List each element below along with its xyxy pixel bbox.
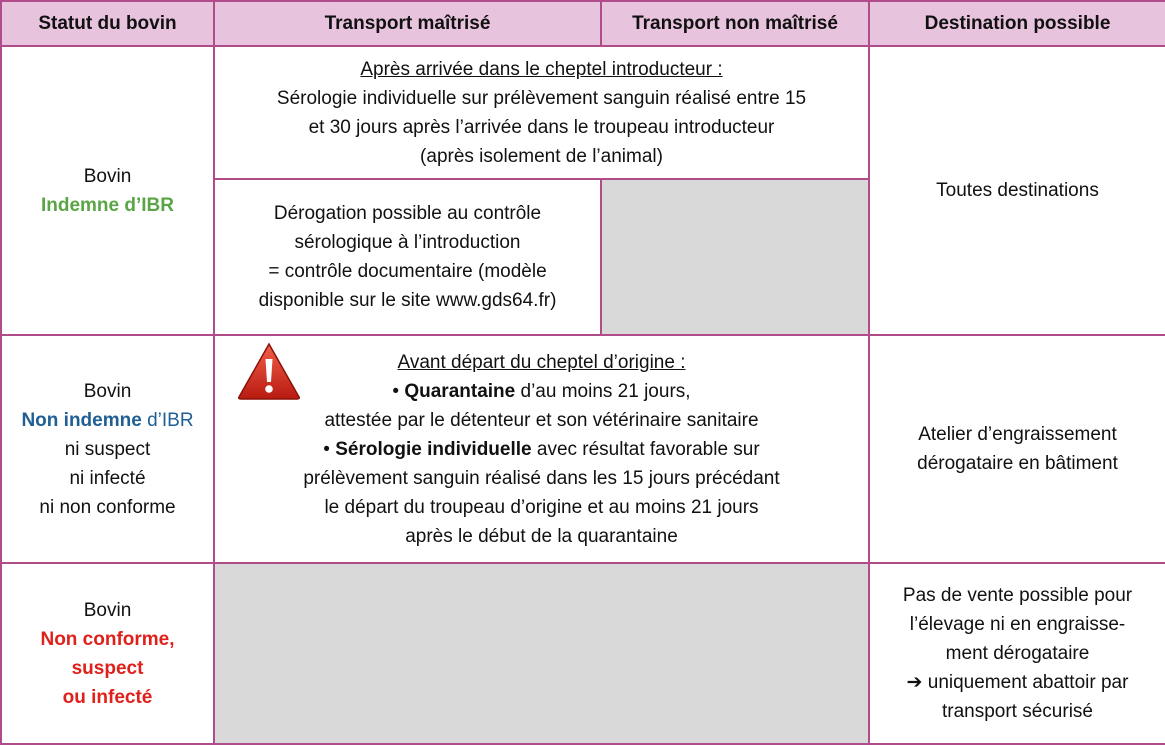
- serologie-rest: avec résultat favorable sur: [531, 438, 760, 460]
- derogation-cell: [214, 179, 601, 335]
- row-indemne-top: [1, 46, 1165, 179]
- apres-arrivee-line3: (après isolement de l’animal): [420, 145, 663, 167]
- apres-arrivee-title: Après arrivée dans le cheptel introducteur :: [360, 58, 723, 80]
- serologie-line2: prélèvement sanguin réalisé dans les 15 jours précédant: [303, 467, 780, 489]
- derogation-line3: = contrôle documentaire (modèle: [268, 261, 547, 282]
- derogation-line1: Dérogation possible au contrôle: [273, 203, 542, 224]
- statut-non-conforme-line3: suspect: [71, 657, 144, 679]
- statut-non-conforme: [1, 563, 214, 744]
- statut-non-indemne-suffix: d’IBR: [141, 409, 194, 431]
- header-transport-non-maitrise: Transport non maîtrisé: [601, 1, 869, 46]
- statut-non-conforme-line4: ou infecté: [62, 686, 153, 708]
- transport-non-conforme-empty: [214, 563, 869, 744]
- non-maitrise-indemne-empty: [601, 179, 869, 335]
- quarantaine-rest: d’au moins 21 jours,: [515, 380, 691, 402]
- statut-non-conforme-line1: Bovin: [83, 599, 132, 621]
- quarantaine-line2: attestée par le détenteur et son vétérinaire sanitaire: [324, 409, 759, 431]
- destination-non-indemne-line2: dérogataire en bâtiment: [917, 453, 1118, 474]
- destination-non-indemne-line1: Atelier d’engraissement: [918, 424, 1117, 445]
- dest-non-conforme-line1: Pas de vente possible pour: [902, 585, 1133, 606]
- header-statut: Statut du bovin: [1, 1, 214, 46]
- apres-arrivee-cell: [214, 46, 869, 179]
- arrow-right-icon: ➔: [906, 672, 923, 693]
- avant-depart-title: Avant départ du cheptel d’origine :: [397, 351, 686, 373]
- header-row: [1, 1, 1165, 46]
- statut-non-indemne-label: Non indemne: [21, 409, 142, 431]
- statut-indemne: [1, 46, 214, 335]
- statut-non-indemne-line4: ni infecté: [69, 467, 146, 489]
- serologie-label: Sérologie individuelle: [335, 438, 532, 460]
- apres-arrivee-line1: Sérologie individuelle sur prélèvement sanguin réalisé entre 15: [276, 87, 807, 109]
- dest-non-conforme-line3: ment dérogataire: [945, 643, 1090, 664]
- derogation-line2: sérologique à l’introduction: [294, 232, 521, 253]
- destination-non-indemne: [869, 335, 1165, 563]
- avant-depart-cell: Avant départ du cheptel d’origine : • Quarantaine d’au moins 21 jours, attestée par le détenteur et son vétérinaire sanitaire • Sérologie individuelle avec résultat favorable sur prélèvement sanguin réalisé dans les 15 jours précédant le départ du troupeau d’origine et au moins 21 jours après le début de la quarantaine: [214, 335, 869, 563]
- row-non-conforme: [1, 563, 1165, 744]
- destination-non-conforme: [869, 563, 1165, 744]
- derogation-line4: disponible sur le site www.gds64.fr): [258, 290, 557, 311]
- statut-non-indemne-line3: ni suspect: [64, 438, 151, 460]
- statut-indemne-label: Indemne d’IBR: [40, 194, 174, 216]
- header-destination: Destination possible: [869, 1, 1165, 46]
- statut-indemne-line1: Bovin: [83, 165, 132, 187]
- serologie-line4: après le début de la quarantaine: [405, 525, 678, 547]
- row-non-indemne: [1, 335, 1165, 563]
- dest-non-conforme-line4: uniquement abattoir par: [927, 672, 1129, 693]
- statut-non-indemne: [1, 335, 214, 563]
- warning-triangle-icon: [237, 342, 301, 400]
- serologie-line3: le départ du troupeau d’origine et au moins 21 jours: [324, 496, 759, 518]
- statut-non-conforme-line2: Non conforme,: [40, 628, 175, 650]
- dest-non-conforme-line2: l’élevage ni en engraisse-: [909, 614, 1126, 635]
- statut-non-indemne-line5: ni non conforme: [39, 496, 176, 518]
- dest-non-conforme-line5: transport sécurisé: [941, 701, 1093, 722]
- statut-non-indemne-line1: Bovin: [83, 380, 132, 402]
- destination-indemne: Toutes destinations: [869, 46, 1165, 335]
- header-transport-maitrise: Transport maîtrisé: [214, 1, 601, 46]
- quarantaine-label: Quarantaine: [404, 380, 516, 402]
- apres-arrivee-line2: et 30 jours après l’arrivée dans le troupeau introducteur: [308, 116, 775, 138]
